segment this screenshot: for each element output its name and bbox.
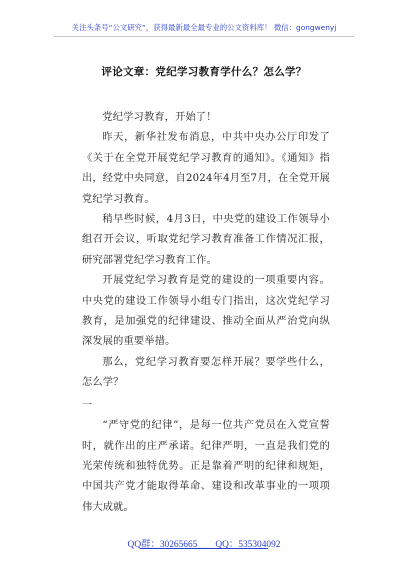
paragraph-6: “严守党的纪律”，是每一位共产党员在入党宣誓时，就作出的庄严承诺。纪律严明，一直是我们党的光荣传统和独特优势。正是靠着严明的纪律和规矩，中国共产党才能取得革命、建设和改革事业的一项项伟大成就。 — [82, 420, 330, 513]
footer-qq-group: QQ群：30265665 — [127, 540, 198, 550]
header-promo-text: 关注头条号“公文研究”，获得最新最全最专业的公文资料库！ 微信：gongwenyj — [71, 23, 337, 32]
footer-qq: QQ：535304092 — [215, 540, 281, 550]
paragraph-1: 党纪学习教育，开始了！ — [102, 112, 217, 123]
article-body — [82, 108, 330, 518]
footer-underline — [140, 548, 268, 549]
section-marker-one: 一 — [82, 399, 93, 411]
header-divider — [54, 36, 354, 37]
paragraph-3: 稍早些时候，4月3日，中央党的建设工作领导小组召开会议，听取党纪学习教育准备工作情况汇报，研究部署党纪学习教育工作。 — [82, 214, 330, 266]
article-title: 评论文章：党纪学习教育学什么？怎么学？ — [101, 66, 307, 78]
paragraph-4: 开展党纪学习教育是党的建设的一项重要内容。中央党的建设工作领导小组专门指出，这次党纪学习教育，是加强党的纪律建设、推动全面从严治党向纵深发展的重要举措。 — [82, 275, 330, 348]
paragraph-2: 昨天，新华社发布消息，中共中央办公厅印发了《关于在全党开展党纪学习教育的通知》。《通知》指出，经党中央同意，自2024年4月至7月，在全党开展党纪学习教育。 — [82, 132, 330, 205]
paragraph-5: 那么，党纪学习教育要怎样开展？要学些什么，怎么学？ — [82, 356, 330, 389]
